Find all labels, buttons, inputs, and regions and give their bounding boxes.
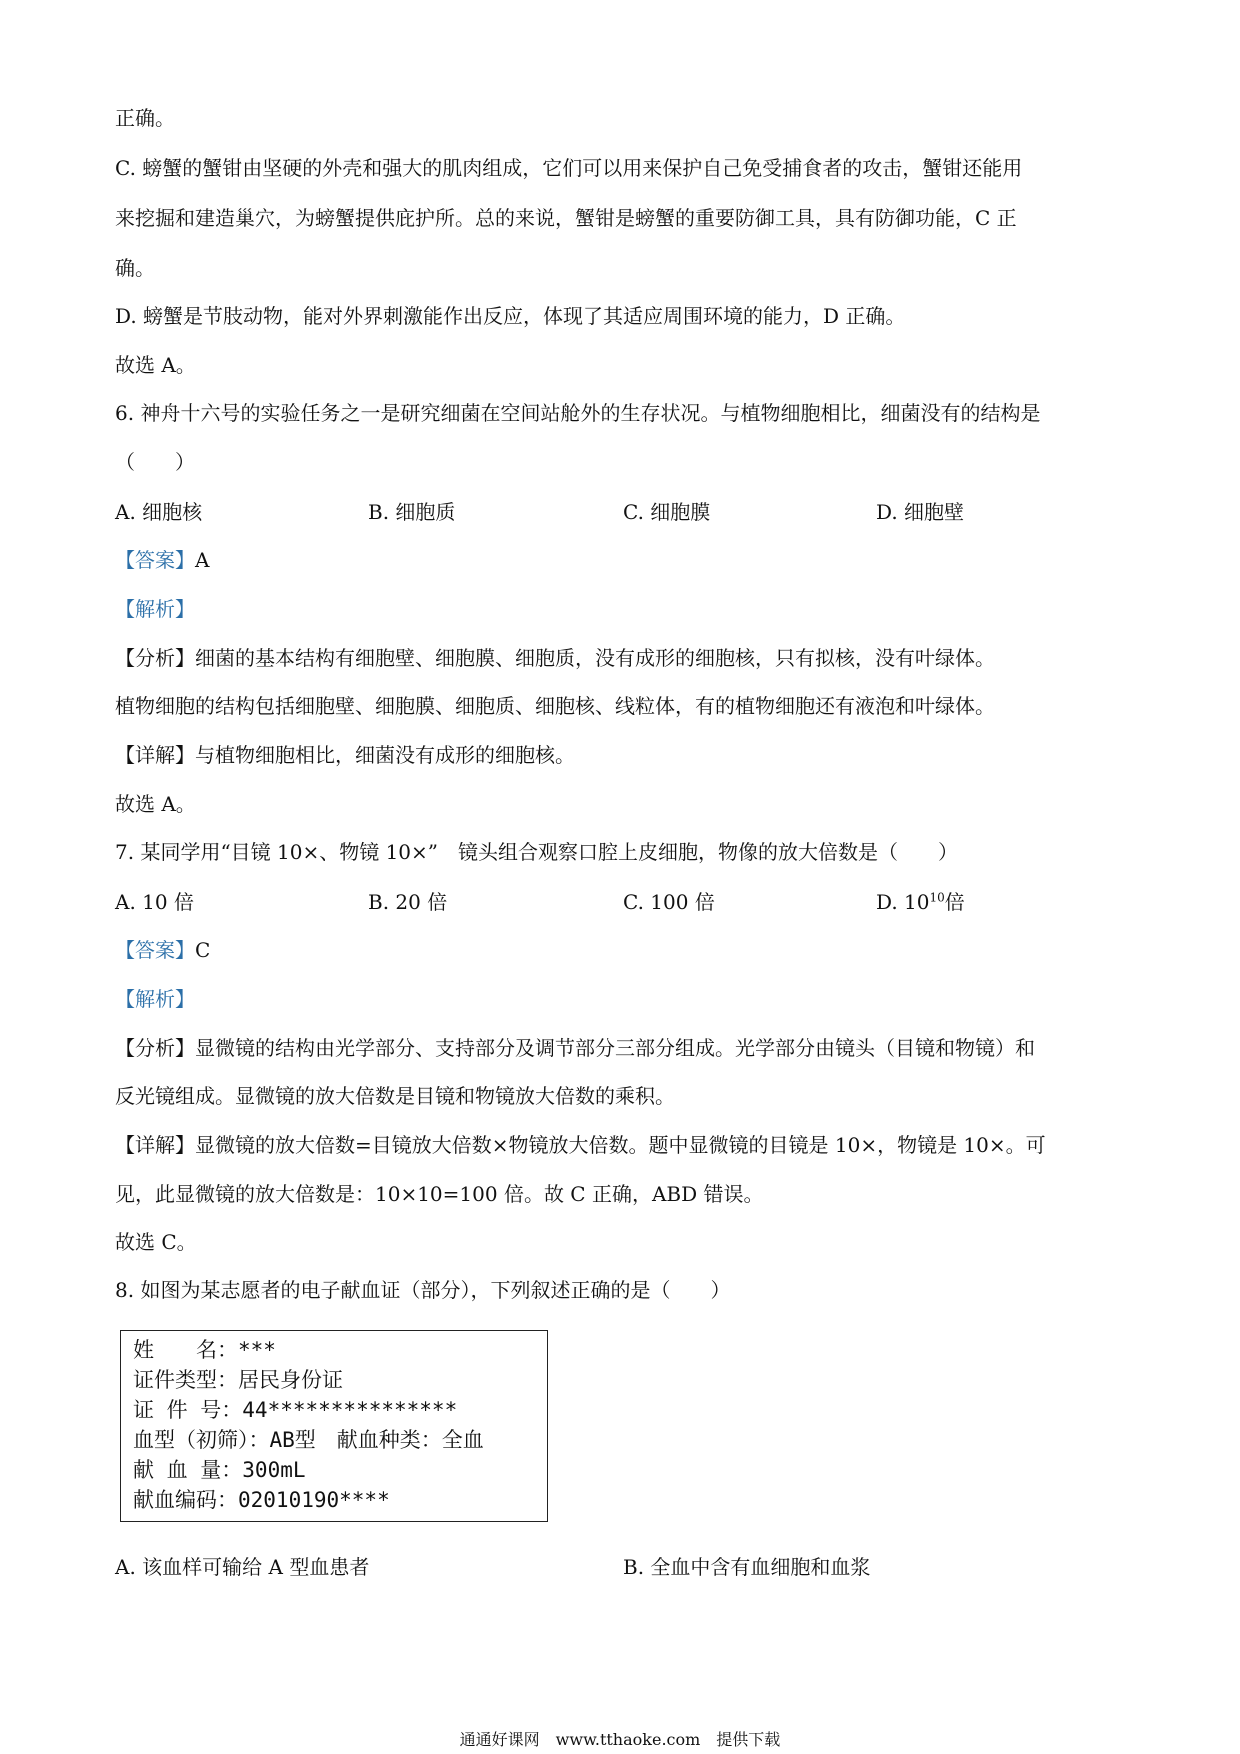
q6-option-d: D. 细胞壁 [876,500,965,524]
xiangjie-tag: 【详解】 [115,743,195,767]
q7-xiangjie-cont: 见，此显微镜的放大倍数是：10×10=100 倍。故 C 正确，ABD 错误。 [115,1182,764,1206]
card-row-code: 献血编码：02010190**** [133,1488,390,1512]
q8-option-a: A. 该血样可输给 A 型血患者 [115,1555,370,1579]
q6-option-a: A. 细胞核 [115,500,203,524]
card-row-name: 姓 名：*** [133,1338,276,1362]
q7-xiangjie [115,1133,1046,1157]
q7-option-d [876,890,965,914]
question-6-paren: （ ） [115,450,195,474]
answer-value: A [195,548,210,572]
q6-conclusion: 故选 A。 [115,792,196,816]
q7-conclusion: 故选 C。 [115,1230,197,1254]
card-row-id-number: 证 件 号：44*************** [133,1398,458,1422]
q6-fenxi-cont: 植物细胞的结构包括细胞壁、细胞膜、细胞质、细胞核、线粒体，有的植物细胞还有液泡和叶绿体。 [115,694,995,718]
q7-option-a: A. 10 倍 [115,890,194,914]
card-row-blood-type: 血型（初筛）：AB型 献血种类：全血 [133,1428,484,1452]
q7-fenxi-cont: 反光镜组成。显微镜的放大倍数是目镜和物镜放大倍数的乘积。 [115,1084,675,1108]
q7-answer [115,938,210,962]
option-d-prefix: D. 10 [876,890,930,914]
q6-option-c: C. 细胞膜 [623,500,711,524]
answer-tag: 【答案】 [115,938,195,962]
fenxi-tag: 【分析】 [115,646,195,670]
q6-option-b: B. 细胞质 [368,500,456,524]
q8-option-b: B. 全血中含有血细胞和血浆 [623,1555,871,1579]
fenxi-text: 细菌的基本结构有细胞壁、细胞膜、细胞质，没有成形的细胞核，只有拟核，没有叶绿体。 [195,646,995,670]
q6-fenxi [115,646,995,670]
q6-xiangjie [115,743,575,767]
answer-tag: 【答案】 [115,548,195,572]
q7-analysis-tag: 【解析】 [115,987,195,1011]
question-7-stem: 7. 某同学用“目镜 10×、物镜 10×” 镜头组合观察口腔上皮细胞，物像的放大倍数是（ ） [115,840,959,864]
q6-answer [115,548,209,572]
page-footer: 通通好课网 www.tthaoke.com 提供下载 [459,1730,781,1749]
text-line: C. 螃蟹的蟹钳由坚硬的外壳和强大的肌肉组成，它们可以用来保护自己免受捕食者的攻击，蟹钳还能用 [115,156,1023,180]
xiangjie-text: 显微镜的放大倍数=目镜放大倍数×物镜放大倍数。题中显微镜的目镜是 10×，物镜是 10×。可 [195,1133,1046,1157]
text-line: 正确。 [115,106,175,130]
text-line: 来挖掘和建造巢穴，为螃蟹提供庇护所。总的来说，蟹钳是螃蟹的重要防御工具，具有防御功能，C 正 [115,206,1017,230]
text-line: 故选 A。 [115,353,196,377]
q7-option-c: C. 100 倍 [623,890,715,914]
option-d-suffix: 倍 [944,890,965,914]
question-8-stem: 8. 如图为某志愿者的电子献血证（部分），下列叙述正确的是（ ） [115,1278,731,1302]
card-row-id-type: 证件类型：居民身份证 [133,1368,343,1392]
card-row-volume: 献 血 量：300mL [133,1458,306,1482]
text-line: 确。 [115,256,155,280]
answer-value: C [195,938,211,962]
option-d-exponent: 10 [929,890,945,905]
q7-option-b: B. 20 倍 [368,890,448,914]
fenxi-text: 显微镜的结构由光学部分、支持部分及调节部分三部分组成。光学部分由镜头（目镜和物镜）和 [195,1036,1035,1060]
xiangjie-tag: 【详解】 [115,1133,195,1157]
text-line: D. 螃蟹是节肢动物，能对外界刺激能作出反应，体现了其适应周围环境的能力，D 正确。 [115,304,906,328]
question-6-stem: 6. 神舟十六号的实验任务之一是研究细菌在空间站舱外的生存状况。与植物细胞相比，细菌没有的结构是 [115,401,1041,425]
q7-fenxi [115,1036,1035,1060]
xiangjie-text: 与植物细胞相比，细菌没有成形的细胞核。 [195,743,575,767]
blood-donation-card [120,1330,548,1522]
q6-analysis-tag: 【解析】 [115,597,195,621]
fenxi-tag: 【分析】 [115,1036,195,1060]
